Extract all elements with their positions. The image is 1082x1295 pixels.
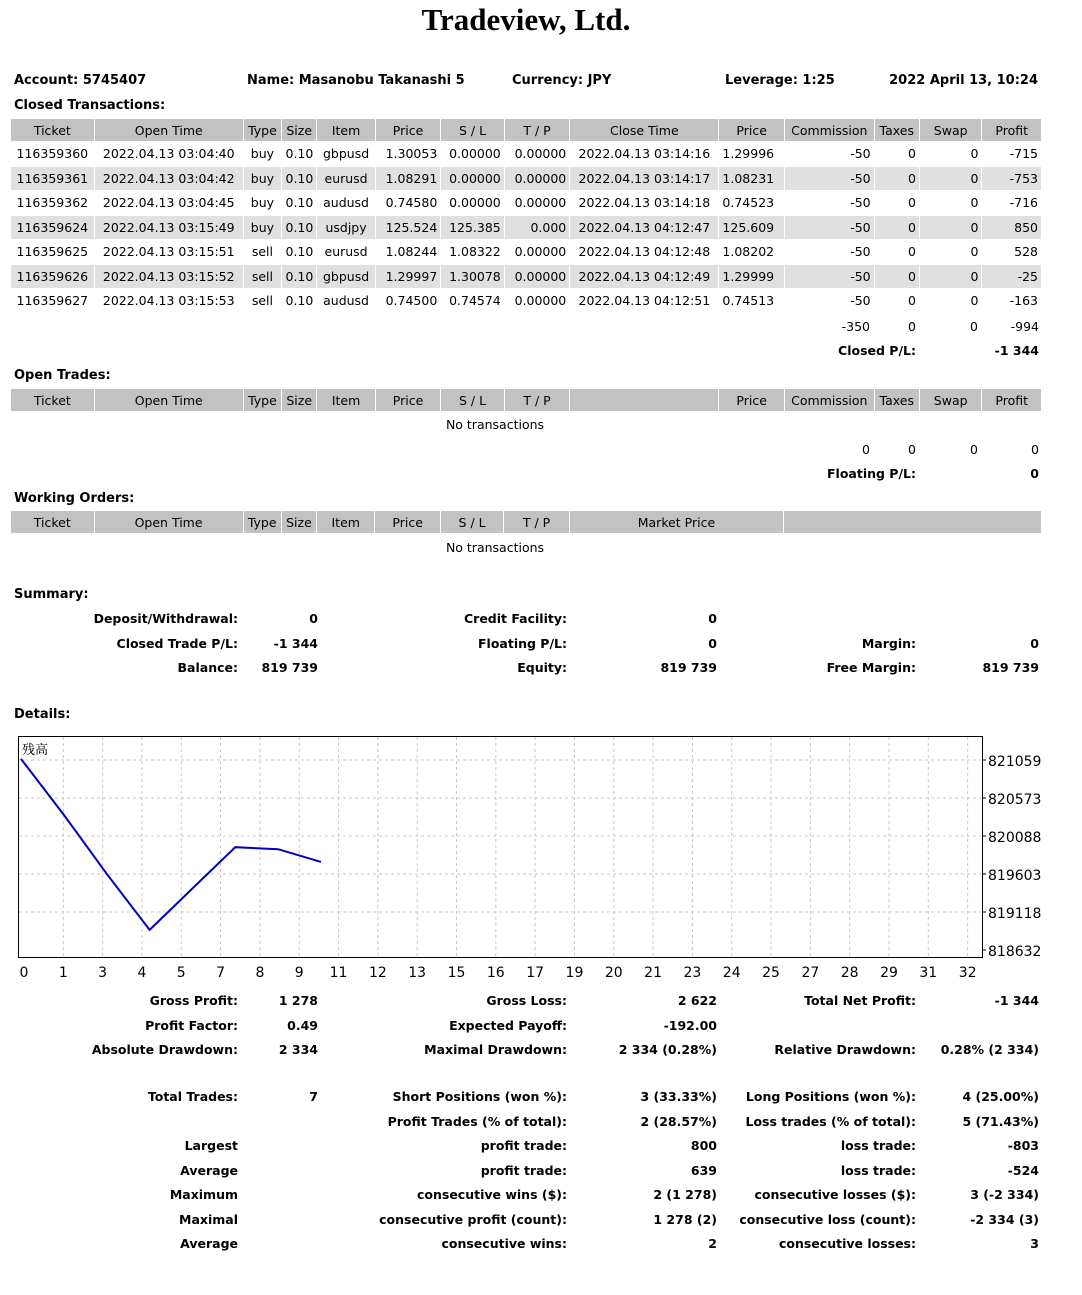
table-cell: 2022.04.13 03:14:17 bbox=[570, 167, 718, 191]
table-cell: 0.10 bbox=[285, 293, 314, 309]
closed-total-swap: 0 bbox=[970, 319, 978, 334]
max-consecutive-losses-value: 3 (-2 334) bbox=[970, 1187, 1039, 1202]
closed-header-3: Size bbox=[282, 119, 316, 141]
table-cell: 2022.04.13 03:15:51 bbox=[102, 244, 235, 260]
open-header-4: Item bbox=[317, 389, 374, 411]
working-header-0: Ticket bbox=[11, 511, 94, 533]
chart-x-tick-label: 20 bbox=[604, 965, 623, 981]
table-cell: 0.00000 bbox=[505, 167, 570, 191]
table-cell: 0 bbox=[970, 293, 979, 309]
table-cell: 0 bbox=[908, 146, 916, 162]
table-cell: 116359625 bbox=[16, 244, 89, 260]
working-header-8: Market Price bbox=[570, 511, 783, 533]
chart-x-tick-label: 7 bbox=[216, 965, 226, 981]
table-cell: -50 bbox=[785, 265, 874, 289]
table-cell: 850 bbox=[982, 216, 1041, 240]
table-cell: usdjpy bbox=[317, 216, 374, 240]
table-cell: 0.00000 bbox=[514, 195, 567, 211]
table-cell: -25 bbox=[982, 265, 1041, 289]
margin-label: Margin: bbox=[861, 636, 916, 651]
expected-payoff-label: Expected Payoff: bbox=[449, 1018, 567, 1033]
chart-x-tick-label: 11 bbox=[329, 965, 348, 981]
table-cell: 1.29996 bbox=[722, 146, 775, 162]
table-cell: 1.08202 bbox=[722, 244, 775, 260]
margin-value: 0 bbox=[1030, 636, 1039, 651]
table-cell: 1.08244 bbox=[385, 244, 438, 260]
table-cell: gbpusd bbox=[317, 265, 374, 289]
table-cell: 116359361 bbox=[11, 167, 94, 191]
table-cell: 528 bbox=[1014, 244, 1038, 260]
open-header-3: Size bbox=[282, 389, 316, 411]
maximal-consecutive-profit-value: 1 278 (2) bbox=[653, 1212, 717, 1227]
average-label: Average bbox=[180, 1163, 238, 1178]
table-cell: 125.524 bbox=[376, 216, 441, 240]
chart-y-tick-label: 820573 bbox=[988, 792, 1042, 808]
table-cell: buy bbox=[250, 146, 275, 162]
open-header-8 bbox=[570, 389, 718, 411]
table-cell: 0 bbox=[908, 244, 916, 260]
closed-header-2: Type bbox=[244, 119, 281, 141]
chart-x-tick-label: 27 bbox=[801, 965, 820, 981]
working-orders-table bbox=[10, 510, 1042, 534]
chart-x-tick-label: 4 bbox=[137, 965, 147, 981]
balance-label: Balance: bbox=[177, 660, 238, 675]
account-number: Account: 5745407 bbox=[14, 73, 147, 88]
working-header-9 bbox=[784, 511, 1041, 533]
maximal-consecutive-loss-value: -2 334 (3) bbox=[970, 1212, 1039, 1227]
open-trades-title: Open Trades: bbox=[14, 368, 111, 383]
open-header-2: Type bbox=[244, 389, 281, 411]
table-cell: 1.29999 bbox=[719, 265, 784, 289]
working-header-6: S / L bbox=[441, 511, 503, 533]
chart-x-tick-label: 31 bbox=[919, 965, 938, 981]
open-total-commission: 0 bbox=[862, 442, 870, 457]
table-cell: 0 bbox=[920, 167, 981, 191]
total-trades-label: Total Trades: bbox=[147, 1089, 238, 1104]
table-cell: 0 bbox=[908, 195, 916, 211]
table-cell: 1.08291 bbox=[376, 167, 441, 191]
max-consecutive-wins-label: consecutive wins ($): bbox=[416, 1187, 567, 1202]
table-cell: 0 bbox=[920, 265, 981, 289]
closed-header-6: S / L bbox=[441, 119, 503, 141]
table-cell: 0.10 bbox=[282, 216, 316, 240]
table-cell: 2022.04.13 03:15:52 bbox=[95, 265, 243, 289]
equity-value: 819 739 bbox=[660, 660, 717, 675]
table-cell: 0.000 bbox=[505, 216, 570, 240]
table-cell: 0.10 bbox=[282, 265, 316, 289]
table-cell: -50 bbox=[785, 167, 874, 191]
gross-loss-label: Gross Loss: bbox=[486, 993, 567, 1008]
table-cell: 125.385 bbox=[441, 216, 503, 240]
closed-transactions-table bbox=[10, 118, 1042, 314]
largest-label: Largest bbox=[184, 1138, 238, 1153]
table-cell: eurusd bbox=[324, 244, 368, 260]
loss-trades-value: 5 (71.43%) bbox=[962, 1114, 1039, 1129]
table-cell: audusd bbox=[323, 293, 369, 309]
open-header-1: Open Time bbox=[95, 389, 243, 411]
closed-header-0: Ticket bbox=[11, 119, 94, 141]
table-cell: 0.74574 bbox=[449, 293, 501, 309]
table-cell: 1.08322 bbox=[449, 244, 501, 260]
table-cell: -753 bbox=[982, 167, 1041, 191]
table-cell: 0.00000 bbox=[449, 146, 501, 162]
table-cell: -50 bbox=[850, 146, 871, 162]
table-cell: sell bbox=[251, 293, 274, 309]
average-loss-value: -524 bbox=[1007, 1163, 1039, 1178]
chart-x-tick-label: 28 bbox=[840, 965, 859, 981]
maximal-consecutive-profit-label: consecutive profit (count): bbox=[379, 1212, 567, 1227]
table-cell: 0.00000 bbox=[514, 146, 567, 162]
table-cell: 0.00000 bbox=[449, 195, 501, 211]
table-row bbox=[11, 216, 1041, 240]
table-cell: buy bbox=[244, 216, 281, 240]
largest-loss-label: loss trade: bbox=[840, 1138, 916, 1153]
long-positions-value: 4 (25.00%) bbox=[962, 1089, 1039, 1104]
table-cell: 116359362 bbox=[16, 195, 89, 211]
chart-x-tick-label: 19 bbox=[565, 965, 584, 981]
balance-value: 819 739 bbox=[261, 660, 318, 675]
relative-drawdown-value: 0.28% (2 334) bbox=[940, 1042, 1039, 1057]
table-cell: buy bbox=[244, 167, 281, 191]
table-cell: 0 bbox=[875, 265, 919, 289]
table-cell: 0.10 bbox=[285, 195, 314, 211]
table-cell: 0.00000 bbox=[514, 293, 567, 309]
credit-label: Credit Facility: bbox=[463, 611, 567, 626]
chart-x-tick-label: 17 bbox=[526, 965, 545, 981]
open-header-11: Taxes bbox=[875, 389, 919, 411]
table-cell: 2022.04.13 04:12:47 bbox=[570, 216, 718, 240]
open-total-taxes: 0 bbox=[908, 442, 916, 457]
table-cell: 116359624 bbox=[11, 216, 94, 240]
chart-y-tick-label: 820088 bbox=[988, 830, 1042, 846]
table-cell: 1.30078 bbox=[441, 265, 503, 289]
absolute-drawdown-label: Absolute Drawdown: bbox=[91, 1042, 238, 1057]
details-title: Details: bbox=[14, 707, 71, 722]
deposit-value: 0 bbox=[309, 611, 318, 626]
table-cell: 2022.04.13 03:04:42 bbox=[95, 167, 243, 191]
summary-floating-label: Floating P/L: bbox=[478, 636, 567, 651]
gross-profit-label: Gross Profit: bbox=[149, 993, 238, 1008]
chart-y-tick-label: 819603 bbox=[988, 868, 1042, 884]
report-title: Tradeview, Ltd. bbox=[421, 2, 631, 37]
table-cell: eurusd bbox=[317, 167, 374, 191]
average-consecutive-wins-value: 2 bbox=[708, 1236, 717, 1251]
table-cell: 0.74523 bbox=[722, 195, 775, 211]
chart-x-tick-label: 23 bbox=[683, 965, 702, 981]
chart-x-tick-label: 21 bbox=[644, 965, 663, 981]
max-consecutive-losses-label: consecutive losses ($): bbox=[754, 1187, 916, 1202]
working-header-7: T / P bbox=[504, 511, 568, 533]
working-header-1: Open Time bbox=[95, 511, 243, 533]
table-cell: 0 bbox=[875, 167, 919, 191]
table-cell: gbpusd bbox=[322, 146, 370, 162]
long-positions-label: Long Positions (won %): bbox=[745, 1089, 916, 1104]
average-consecutive-losses-value: 3 bbox=[1030, 1236, 1039, 1251]
table-row bbox=[11, 167, 1041, 191]
table-cell: 0.10 bbox=[285, 146, 314, 162]
table-row bbox=[11, 142, 1041, 166]
table-cell: 0.00000 bbox=[514, 244, 567, 260]
table-cell: -50 bbox=[850, 293, 871, 309]
chart-y-tick-label: 819118 bbox=[988, 906, 1042, 922]
largest-profit-label: profit trade: bbox=[480, 1138, 567, 1153]
absolute-drawdown-value: 2 334 bbox=[278, 1042, 318, 1057]
working-header-4: Item bbox=[317, 511, 374, 533]
table-cell: 2022.04.13 03:15:53 bbox=[102, 293, 235, 309]
maximal-drawdown-value: 2 334 (0.28%) bbox=[618, 1042, 717, 1057]
table-cell: 2022.04.13 03:04:40 bbox=[102, 146, 235, 162]
report-datetime: 2022 April 13, 10:24 bbox=[889, 73, 1038, 88]
free-margin-value: 819 739 bbox=[982, 660, 1039, 675]
chart-x-tick-label: 29 bbox=[880, 965, 898, 981]
floating-pl-label: Floating P/L: bbox=[827, 466, 916, 481]
table-cell: 0.74500 bbox=[385, 293, 438, 309]
table-cell: 2022.04.13 03:04:45 bbox=[102, 195, 235, 211]
chart-x-tick-label: 15 bbox=[447, 965, 466, 981]
chart-y-tick-label: 821059 bbox=[988, 754, 1042, 770]
chart-x-tick-label: 1 bbox=[58, 965, 68, 981]
deposit-label: Deposit/Withdrawal: bbox=[93, 611, 238, 626]
working-orders-title: Working Orders: bbox=[14, 491, 135, 506]
open-header-9: Price bbox=[719, 389, 784, 411]
open-header-6: S / L bbox=[441, 389, 503, 411]
closed-header-7: T / P bbox=[505, 119, 570, 141]
table-cell: -50 bbox=[850, 195, 871, 211]
table-cell: 0 bbox=[970, 146, 979, 162]
relative-drawdown-label: Relative Drawdown: bbox=[774, 1042, 916, 1057]
average-loss-label: loss trade: bbox=[840, 1163, 916, 1178]
closed-total-profit: -994 bbox=[1010, 319, 1039, 334]
closed-header-1: Open Time bbox=[95, 119, 243, 141]
gross-profit-value: 1 278 bbox=[278, 993, 318, 1008]
closed-header-8: Close Time bbox=[570, 119, 718, 141]
table-row bbox=[11, 191, 1041, 215]
chart-x-tick-label: 12 bbox=[368, 965, 387, 981]
profit-factor-label: Profit Factor: bbox=[145, 1018, 238, 1033]
gross-loss-value: 2 622 bbox=[677, 993, 717, 1008]
account-name: Name: Masanobu Takanashi 5 bbox=[247, 73, 465, 88]
table-cell: 1.29997 bbox=[376, 265, 441, 289]
total-net-profit-value: -1 344 bbox=[994, 993, 1039, 1008]
closed-pl-value: -1 344 bbox=[994, 343, 1039, 358]
table-cell: 0 bbox=[875, 216, 919, 240]
table-cell: 2022.04.13 03:14:18 bbox=[578, 195, 711, 211]
working-header-3: Size bbox=[282, 511, 316, 533]
table-cell: 2022.04.13 04:12:51 bbox=[578, 293, 711, 309]
account-leverage: Leverage: 1:25 bbox=[725, 73, 835, 88]
table-cell: 0.00000 bbox=[505, 265, 570, 289]
table-cell: 2022.04.13 03:15:49 bbox=[95, 216, 243, 240]
table-cell: 0 bbox=[970, 195, 979, 211]
table-cell: sell bbox=[244, 265, 281, 289]
table-cell: 0 bbox=[970, 244, 979, 260]
table-cell: 2022.04.13 03:14:16 bbox=[578, 146, 711, 162]
chart-x-tick-label: 9 bbox=[294, 965, 304, 981]
closed-total-commission: -350 bbox=[841, 319, 870, 334]
closed-transactions-title: Closed Transactions: bbox=[14, 98, 166, 113]
table-cell: 0.74580 bbox=[385, 195, 438, 211]
open-total-profit: 0 bbox=[1031, 442, 1039, 457]
table-cell: 116359627 bbox=[16, 293, 89, 309]
open-header-12: Swap bbox=[920, 389, 981, 411]
total-trades-value: 7 bbox=[309, 1089, 318, 1104]
floating-pl-value: 0 bbox=[1030, 466, 1039, 481]
maximal-label: Maximal bbox=[179, 1212, 238, 1227]
open-header-10: Commission bbox=[785, 389, 874, 411]
chart-x-tick-label: 3 bbox=[98, 965, 108, 981]
working-header-2: Type bbox=[244, 511, 281, 533]
average-profit-label: profit trade: bbox=[480, 1163, 567, 1178]
closed-header-9: Price bbox=[719, 119, 784, 141]
table-cell: -716 bbox=[1009, 195, 1038, 211]
table-cell: sell bbox=[251, 244, 274, 260]
closed-total-taxes: 0 bbox=[908, 319, 916, 334]
open-total-swap: 0 bbox=[970, 442, 978, 457]
table-cell: 0.10 bbox=[285, 244, 314, 260]
max-consecutive-wins-value: 2 (1 278) bbox=[653, 1187, 717, 1202]
chart-x-tick-label: 8 bbox=[255, 965, 265, 981]
chart-title: 残高 bbox=[22, 743, 49, 758]
table-cell: 0.00000 bbox=[441, 167, 503, 191]
balance-chart bbox=[0, 730, 1082, 980]
table-cell: 0.10 bbox=[282, 167, 316, 191]
table-cell: 116359360 bbox=[16, 146, 89, 162]
average-consecutive-wins-label: consecutive wins: bbox=[441, 1236, 567, 1251]
closed-header-11: Taxes bbox=[875, 119, 919, 141]
table-cell: 0 bbox=[908, 293, 916, 309]
profit-factor-value: 0.49 bbox=[287, 1018, 318, 1033]
chart-x-tick-label: 25 bbox=[762, 965, 780, 981]
table-cell: audusd bbox=[323, 195, 369, 211]
closed-pl-label: Closed P/L: bbox=[838, 343, 916, 358]
table-cell: 1.30053 bbox=[385, 146, 438, 162]
working-header-5: Price bbox=[375, 511, 439, 533]
open-trades-empty: No transactions bbox=[445, 417, 545, 432]
summary-title: Summary: bbox=[14, 587, 89, 602]
equity-label: Equity: bbox=[517, 660, 567, 675]
open-header-7: T / P bbox=[505, 389, 570, 411]
short-positions-label: Short Positions (won %): bbox=[392, 1089, 567, 1104]
chart-x-tick-label: 13 bbox=[408, 965, 427, 981]
profit-trades-value: 2 (28.57%) bbox=[640, 1114, 717, 1129]
expected-payoff-value: -192.00 bbox=[663, 1018, 717, 1033]
chart-x-tick-label: 0 bbox=[19, 965, 29, 981]
table-row bbox=[11, 289, 1041, 313]
working-orders-empty: No transactions bbox=[445, 540, 545, 555]
table-row bbox=[11, 240, 1041, 264]
closed-header-13: Profit bbox=[982, 119, 1041, 141]
table-cell: -163 bbox=[1009, 293, 1038, 309]
summary-floating-value: 0 bbox=[708, 636, 717, 651]
average-consecutive-label: Average bbox=[180, 1236, 238, 1251]
account-currency: Currency: JPY bbox=[512, 73, 612, 88]
chart-x-tick-label: 5 bbox=[176, 965, 186, 981]
profit-trades-label: Profit Trades (% of total): bbox=[387, 1114, 567, 1129]
table-row bbox=[11, 265, 1041, 289]
chart-y-tick-label: 818632 bbox=[988, 944, 1042, 960]
maximum-label: Maximum bbox=[169, 1187, 238, 1202]
table-cell: 0.74513 bbox=[722, 293, 775, 309]
credit-value: 0 bbox=[708, 611, 717, 626]
largest-loss-value: -803 bbox=[1007, 1138, 1039, 1153]
chart-frame bbox=[19, 737, 983, 958]
maximal-drawdown-label: Maximal Drawdown: bbox=[424, 1042, 567, 1057]
total-net-profit-label: Total Net Profit: bbox=[804, 993, 916, 1008]
table-cell: 1.08231 bbox=[719, 167, 784, 191]
average-profit-value: 639 bbox=[690, 1163, 717, 1178]
table-cell: 2022.04.13 04:12:48 bbox=[578, 244, 711, 260]
table-cell: 0 bbox=[920, 216, 981, 240]
free-margin-label: Free Margin: bbox=[826, 660, 916, 675]
table-cell: -50 bbox=[785, 216, 874, 240]
closed-header-5: Price bbox=[376, 119, 441, 141]
table-cell: 2022.04.13 04:12:49 bbox=[570, 265, 718, 289]
loss-trades-label: Loss trades (% of total): bbox=[745, 1114, 916, 1129]
table-cell: 125.609 bbox=[719, 216, 784, 240]
chart-x-tick-label: 16 bbox=[486, 965, 505, 981]
open-header-13: Profit bbox=[982, 389, 1041, 411]
open-trades-table bbox=[10, 388, 1042, 412]
closed-trade-pl-label: Closed Trade P/L: bbox=[116, 636, 238, 651]
closed-header-10: Commission bbox=[785, 119, 874, 141]
table-cell: buy bbox=[250, 195, 275, 211]
table-cell: -50 bbox=[850, 244, 871, 260]
largest-profit-value: 800 bbox=[690, 1138, 717, 1153]
closed-header-12: Swap bbox=[920, 119, 981, 141]
maximal-consecutive-loss-label: consecutive loss (count): bbox=[739, 1212, 916, 1227]
table-cell: -715 bbox=[1009, 146, 1038, 162]
closed-header-4: Item bbox=[317, 119, 374, 141]
short-positions-value: 3 (33.33%) bbox=[640, 1089, 717, 1104]
open-header-0: Ticket bbox=[11, 389, 94, 411]
closed-trade-pl-value: -1 344 bbox=[273, 636, 318, 651]
average-consecutive-losses-label: consecutive losses: bbox=[778, 1236, 916, 1251]
open-header-5: Price bbox=[376, 389, 441, 411]
table-cell: 116359626 bbox=[11, 265, 94, 289]
chart-x-tick-label: 24 bbox=[722, 965, 741, 981]
chart-x-tick-label: 32 bbox=[958, 965, 977, 981]
